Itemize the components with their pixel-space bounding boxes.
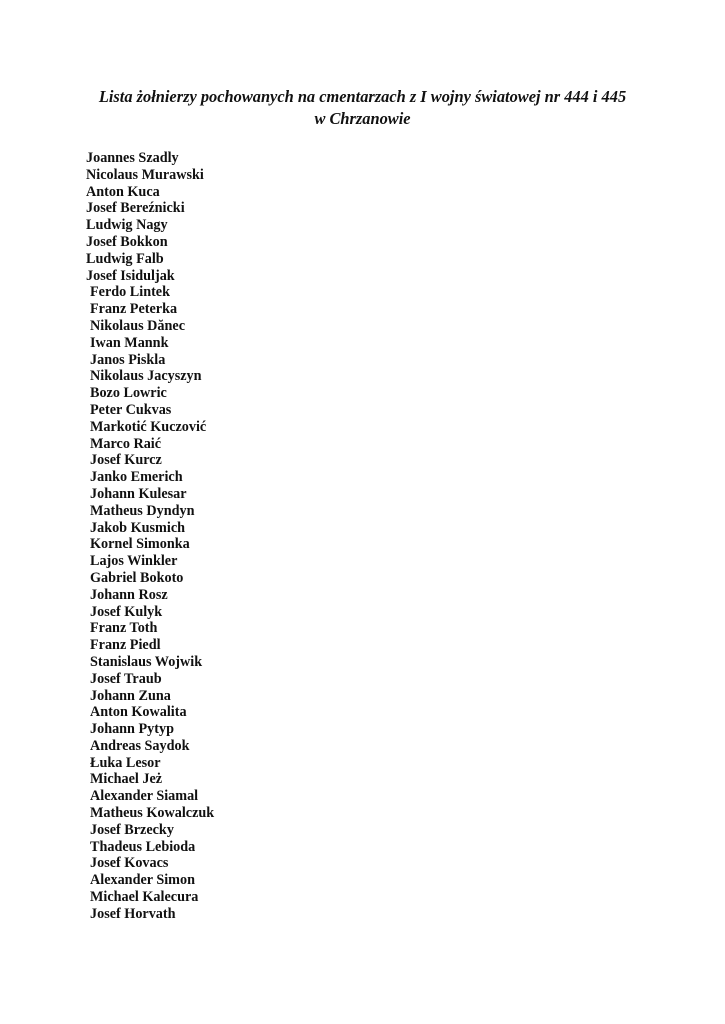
soldier-name: Anton Kowalita (90, 704, 187, 721)
soldier-name: Stanislaus Wojwik (90, 653, 203, 670)
soldier-name: Alexander Siamal (90, 788, 199, 805)
title-line-2: w Chrzanowie (314, 109, 411, 128)
soldier-name: Gabriel Bokoto (90, 569, 184, 586)
soldier-name: Kornel Simonka (90, 536, 190, 553)
soldier-name: Markotić Kuczović (90, 418, 207, 435)
soldier-name: Josef Bereźnicki (86, 200, 185, 217)
soldier-name: Iwan Mannk (90, 334, 169, 351)
soldier-name: Josef Isiduljak (86, 267, 175, 284)
soldier-name: Franz Toth (90, 620, 158, 637)
document-title (0, 86, 725, 130)
soldier-name: Josef Horvath (90, 905, 176, 922)
soldier-name: Franz Piedl (90, 637, 161, 654)
soldier-name: Ludwig Nagy (86, 217, 168, 234)
soldier-names-list (86, 150, 214, 923)
soldier-name: Andreas Saydok (90, 737, 190, 754)
soldier-name: Josef Kulyk (90, 603, 163, 620)
soldier-name: Alexander Simon (90, 872, 195, 889)
soldier-name: Josef Kurcz (90, 452, 162, 469)
soldier-name: Ferdo Lintek (90, 284, 170, 301)
soldier-name: Michael Jeż (90, 771, 163, 788)
soldier-name: Nikolaus Jacyszyn (90, 368, 202, 385)
soldier-name: Johann Rosz (90, 586, 168, 603)
soldier-name: Johann Zuna (90, 687, 171, 704)
soldier-name: Anton Kuca (86, 183, 160, 200)
soldier-name: Josef Traub (90, 670, 162, 687)
soldier-name: Nicolaus Murawski (86, 166, 204, 183)
soldier-name: Lajos Winkler (90, 553, 178, 570)
soldier-name: Johann Pytyp (90, 721, 174, 738)
soldier-name: Nikolaus Dănec (90, 317, 185, 334)
soldier-name: Thadeus Lebioda (90, 838, 196, 855)
soldier-name: Łuka Lesor (90, 754, 161, 771)
soldier-name: Josef Brzecky (90, 821, 174, 838)
soldier-name: Matheus Dyndyn (90, 502, 195, 519)
soldier-name: Joannes Szadly (86, 150, 179, 166)
soldier-name: Janko Emerich (90, 469, 183, 486)
soldier-name: Ludwig Falb (86, 250, 164, 267)
soldier-name: Michael Kalecura (90, 889, 199, 906)
title-line-1: Lista żołnierzy pochowanych na cmentarzach z I wojny światowej nr 444 i 445 (98, 87, 627, 106)
soldier-name: Matheus Kowalczuk (90, 805, 215, 822)
soldier-name: Johann Kulesar (90, 485, 187, 502)
soldier-name: Josef Bokkon (86, 233, 168, 250)
soldier-name: Jakob Kusmich (90, 519, 186, 536)
soldier-name: Franz Peterka (90, 301, 178, 318)
soldier-name: Peter Cukvas (90, 401, 172, 418)
soldier-name: Marco Raić (90, 435, 162, 452)
soldier-name: Bozo Lowric (90, 385, 167, 402)
soldier-name: Janos Piskla (90, 351, 166, 368)
soldier-name: Josef Kovacs (90, 855, 169, 872)
